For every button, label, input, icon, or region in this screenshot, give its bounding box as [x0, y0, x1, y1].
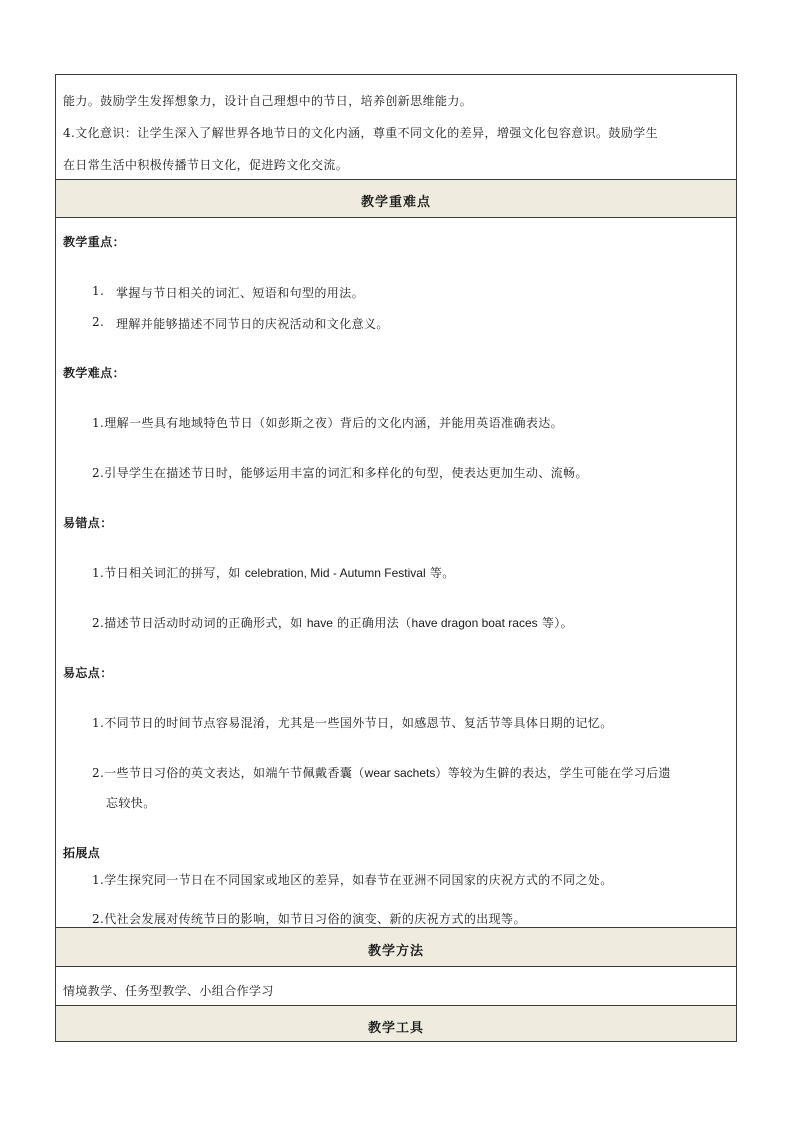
list-item: 2.引导学生在描述节日时，能够运用丰富的词汇和多样化的句型，使表达更加生动、流畅。 — [92, 466, 588, 480]
list-item: 理解并能够描述不同节日的庆祝活动和文化意义。 — [116, 317, 389, 331]
list-item-number: 2. — [92, 315, 105, 329]
english-term: celebration, Mid - Autumn Festival — [244, 566, 426, 580]
key-points-heading: 教学重点： — [63, 235, 126, 249]
text-run: 的正确用法（ — [337, 616, 412, 630]
english-term: have — [306, 616, 333, 630]
text-run: 1.节日相关词汇的拼写，如 — [92, 566, 241, 580]
list-item-number: 1. — [92, 284, 105, 298]
text-run: 等）。 — [541, 616, 574, 630]
intro-line-2: 4.文化意识：让学生深入了解世界各地节日的文化内涵，尊重不同文化的差异，增强文化包容意识。鼓励学生 — [63, 126, 659, 140]
section-title: 教学方法 — [367, 944, 424, 959]
list-item — [92, 564, 455, 581]
hard-points-heading: 教学难点： — [63, 366, 126, 380]
list-item: 1.学生探究同一节日在不同国家或地区的差异，如春节在亚洲不同国家的庆祝方式的不同之处。 — [92, 873, 613, 887]
intro-line-1: 能力。鼓励学生发挥想象力，设计自己理想中的节日，培养创新思维能力。 — [63, 94, 473, 108]
list-item: 1.理解一些具有地域特色节日（如彭斯之夜）背后的文化内涵，并能用英语准确表达。 — [92, 416, 564, 430]
list-item-continuation: 忘较快。 — [106, 796, 156, 810]
text-run: 2.描述节日活动时动词的正确形式，如 — [92, 616, 303, 630]
list-item: 掌握与节日相关的词汇、短语和句型的用法。 — [116, 286, 365, 300]
list-item: 2.代社会发展对传统节日的影响，如节日习俗的演变、新的庆祝方式的出现等。 — [92, 912, 526, 926]
text-run: 等。 — [429, 566, 455, 580]
list-item — [92, 614, 573, 631]
text-run: ）等较为生僻的表达，学生可能在学习后遗 — [435, 766, 671, 780]
forget-points-heading: 易忘点： — [63, 666, 113, 680]
english-term: have dragon boat races — [411, 616, 538, 630]
section-title: 教学工具 — [367, 1021, 424, 1036]
section-title: 教学重难点 — [360, 195, 431, 210]
divider — [56, 966, 736, 967]
english-term: wear sachets — [364, 766, 436, 780]
list-item — [92, 764, 671, 781]
methods-content: 情境教学、任务型教学、小组合作学习 — [63, 984, 274, 998]
lesson-plan-table — [55, 74, 737, 1042]
divider — [56, 217, 736, 218]
error-points-heading: 易错点： — [63, 516, 113, 530]
section-header-difficulty — [56, 180, 736, 217]
list-item: 1.不同节日的时间节点容易混淆，尤其是一些国外节日，如感恩节、复活节等具体日期的记忆。 — [92, 716, 613, 730]
text-run: 2.一些节日习俗的英文表达，如端午节佩戴香囊（ — [92, 766, 365, 780]
section-header-tools — [56, 1006, 736, 1041]
intro-line-3: 在日常生活中积极传播节日文化，促进跨文化交流。 — [63, 158, 349, 172]
extension-heading: 拓展点 — [63, 846, 101, 860]
section-header-methods — [56, 928, 736, 966]
